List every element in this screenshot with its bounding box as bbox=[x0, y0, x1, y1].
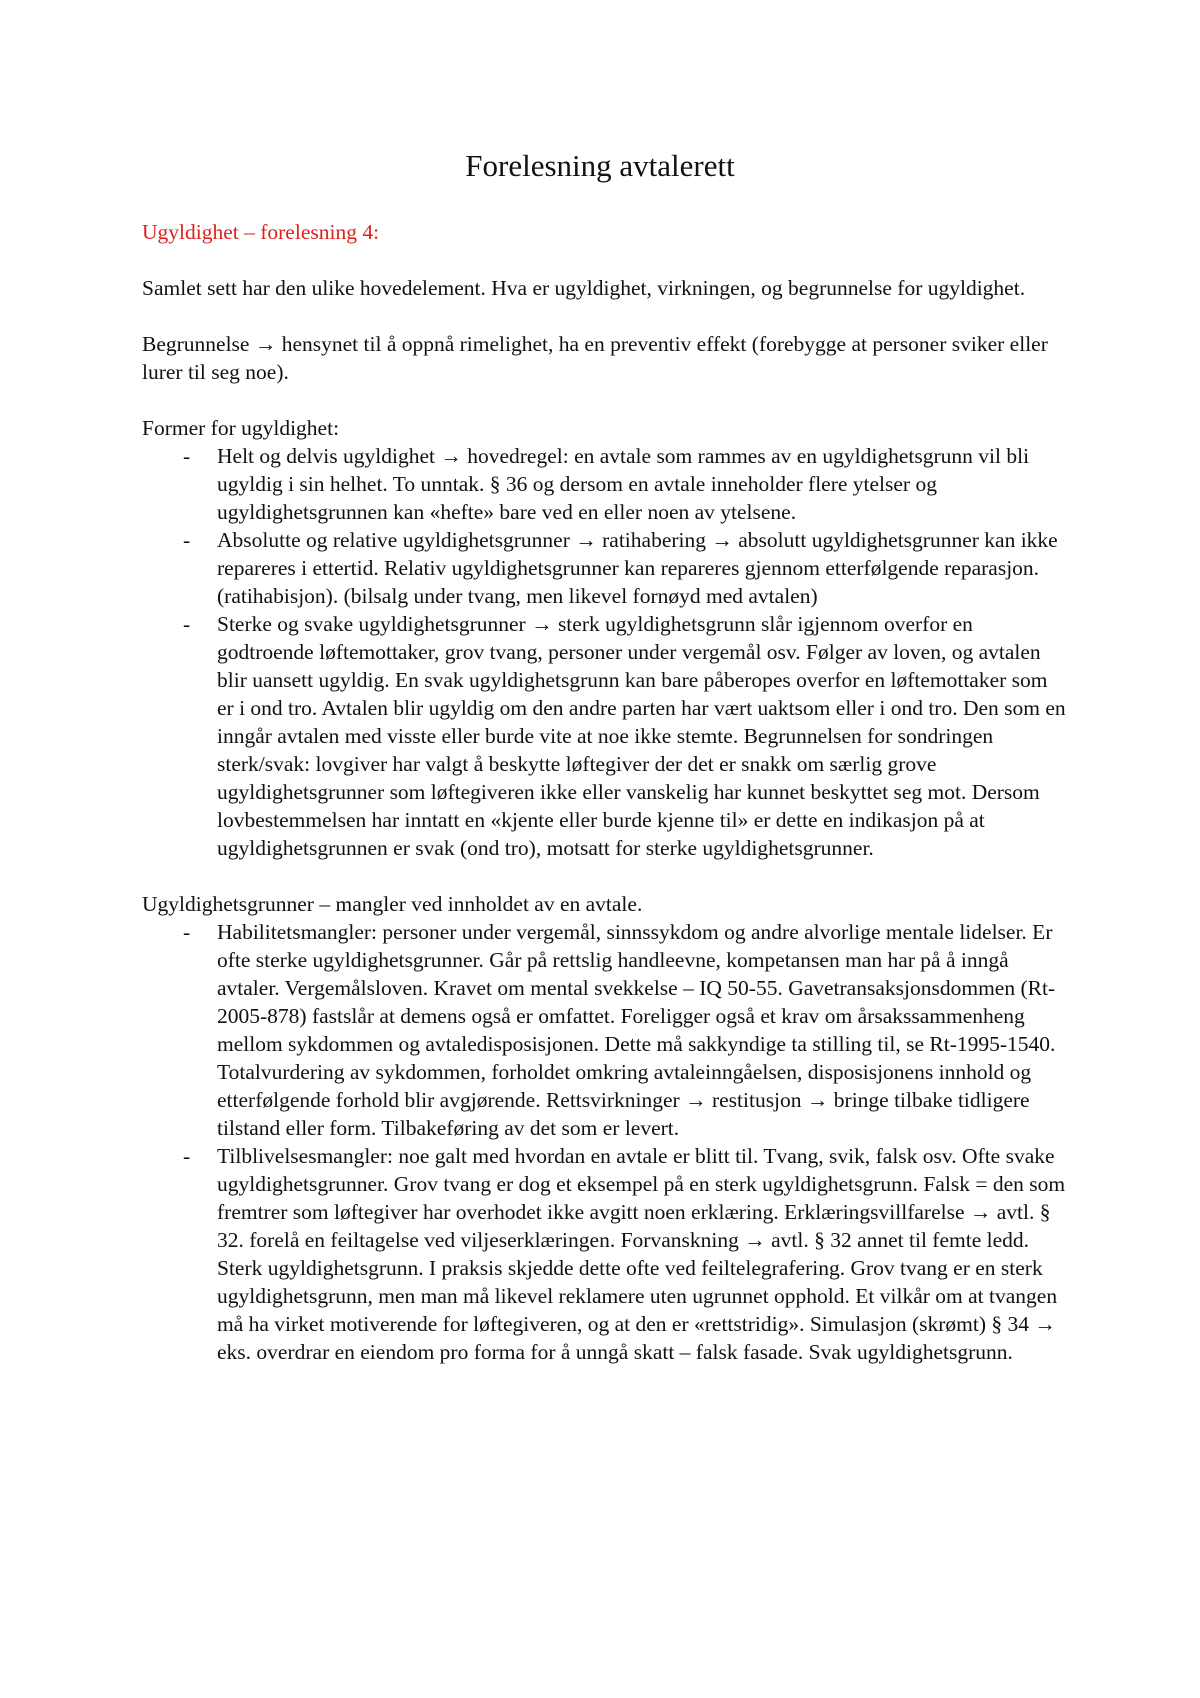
spacer bbox=[142, 246, 1067, 274]
spacer bbox=[142, 862, 1067, 890]
ugyldighetsgrunner-list bbox=[142, 918, 1067, 1366]
document-title: Forelesning avtalerett bbox=[465, 148, 735, 183]
list-item-text: Absolutte og relative ugyldighetsgrunner → ratihabering → absolutt ugyldighetsgrunner kan ikke repareres i ettertid. Relativ ugyldighetsgrunner kan repareres gjennom etterfølgende reparasjon. (ratihabisjon). (bilsalg under tvang, men likevel fornøyd med avtalen) bbox=[217, 528, 1058, 608]
list-dash: - bbox=[183, 528, 191, 552]
ugyldighetsgrunner-heading: Ugyldighetsgrunner – mangler ved innholdet av en avtale. bbox=[142, 892, 643, 916]
document-body bbox=[142, 218, 1067, 1366]
list-item bbox=[183, 918, 1067, 1142]
spacer bbox=[142, 302, 1067, 330]
section-heading-ugyldighet: Ugyldighet – forelesning 4: bbox=[142, 220, 380, 244]
list-dash: - bbox=[183, 444, 191, 468]
list-item-text: Sterke og svake ugyldighetsgrunner → sterk ugyldighetsgrunn slår igjennom overfor en godtroende løftemottaker, grov tvang, personer under vergemål osv. Følger av loven, og avtalen blir uansett ugyldig. En svak ugyldighetsgrunn kan bare påberopes overfor en løftemottaker som er i ond tro. Avtalen blir ugyldig om den andre parten har vært uaktsom eller i ond tro. Den som en inngår avtalen med visste eller burde vite at noe ikke stemte. Begrunnelsen for sondringen sterk/svak: lovgiver har valgt å beskytte løftegiver der det er snakk om særlig grove ugyldighetsgrunner som løftegiveren ikke eller vanskelig har kunnet beskyttet seg mot. Dersom lovbestemmelsen har inntatt en «kjente eller burde kjenne til» er dette en indikasjon på at ugyldighetsgrunnen er svak (ond tro), motsatt for sterke ugyldighetsgrunner. bbox=[217, 612, 1066, 860]
list-dash: - bbox=[183, 920, 191, 944]
spacer bbox=[142, 386, 1067, 414]
list-item bbox=[183, 526, 1067, 610]
list-dash: - bbox=[183, 1144, 191, 1168]
list-item bbox=[183, 1142, 1067, 1366]
list-item bbox=[183, 610, 1067, 862]
list-dash: - bbox=[183, 612, 191, 636]
intro-paragraph: Samlet sett har den ulike hovedelement. Hva er ugyldighet, virkningen, og begrunnelse for ugyldighet. bbox=[142, 276, 1026, 300]
former-list bbox=[142, 442, 1067, 862]
former-heading: Former for ugyldighet: bbox=[142, 416, 340, 440]
list-item-text: Helt og delvis ugyldighet → hovedregel: en avtale som rammes av en ugyldighetsgrunn vil bli ugyldig i sin helhet. To unntak. § 36 og dersom en avtale inneholder flere ytelser og ugyldighetsgrunnen kan «hefte» bare ved en eller noen av ytelsene. bbox=[217, 444, 1030, 524]
list-item-text: Habilitetsmangler: personer under vergemål, sinnssykdom og andre alvorlige mentale lidelser. Er ofte sterke ugyldighetsgrunner. Går på rettslig handleevne, kompetansen man har på å inngå avtaler. Vergemålsloven. Kravet om mental svekkelse – IQ 50-55. Gavetransaksjonsdommen (Rt-2005-878) fastslår at demens også er omfattet. Foreligger også et krav om årsakssammenheng mellom sykdommen og avtaledisposisjonen. Dette må sakkyndige ta stilling til, se Rt-1995-1540. Totalvurdering av sykdommen, forholdet omkring avtaleinngåelsen, disposisjonens innhold og etterfølgende forhold blir avgjørende. Rettsvirkninger → restitusjon → bringe tilbake tidligere tilstand eller form. Tilbakeføring av det som er levert. bbox=[217, 920, 1056, 1140]
list-item-text: Tilblivelsesmangler: noe galt med hvordan en avtale er blitt til. Tvang, svik, falsk osv. Ofte svake ugyldighetsgrunner. Grov tvang er dog et eksempel på en sterk ugyldighetsgrunn. Falsk = den som fremtrer som løftegiver har overhodet ikke avgitt noen erklæring. Erklæringsvillfarelse → avtl. § 32. forelå en feiltagelse ved viljeserklæringen. Forvanskning → avtl. § 32 annet til femte ledd. Sterk ugyldighetsgrunn. I praksis skjedde dette ofte ved feiltelegrafering. Grov tvang er en sterk ugyldighetsgrunn, men man må likevel reklamere uten ugrunnet opphold. Et vilkår om at tvangen må ha virket motiverende for løftegiveren, og at den er «rettstridig». Simulasjon (skrømt) § 34 → eks. overdrar en eiendom pro forma for å unngå skatt – falsk fasade. Svak ugyldighetsgrunn. bbox=[217, 1144, 1066, 1364]
begrunnelse-paragraph: Begrunnelse → hensynet til å oppnå rimelighet, ha en preventiv effekt (forebygge at personer sviker eller lurer til seg noe). bbox=[142, 332, 1048, 384]
list-item bbox=[183, 442, 1067, 526]
